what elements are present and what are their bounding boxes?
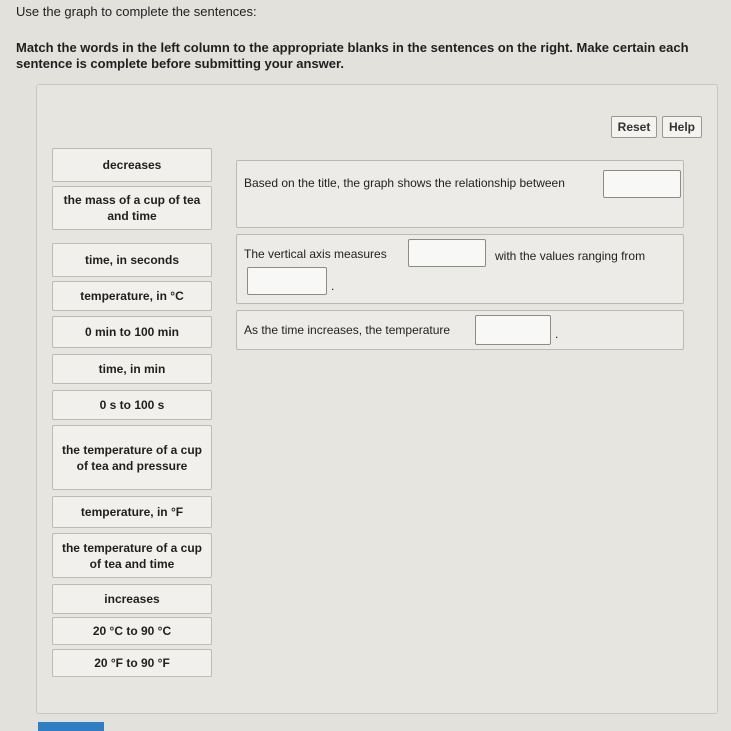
bottom-toolbar-edge [38, 722, 104, 731]
choice-temperature-and-pressure[interactable]: the temperature of a cup of tea and pressure [52, 425, 212, 490]
sentence-vertical-axis-text-before: The vertical axis measures [244, 247, 387, 261]
help-button[interactable]: Help [662, 116, 702, 138]
choice-increases[interactable]: increases [52, 584, 212, 614]
sentence-vertical-axis [236, 234, 684, 304]
blank-relationship[interactable] [603, 170, 681, 198]
blank-vertical-axis-quantity[interactable] [408, 239, 486, 267]
choice-range-min[interactable]: 0 min to 100 min [52, 316, 212, 348]
choice-temperature-c[interactable]: temperature, in °C [52, 281, 212, 311]
choice-temperature-and-time[interactable]: the temperature of a cup of tea and time [52, 533, 212, 578]
sentence-relationship-text: Based on the title, the graph shows the relationship between [244, 176, 565, 190]
sentence-temperature-trend-period: . [555, 327, 559, 341]
choice-time-seconds[interactable]: time, in seconds [52, 243, 212, 277]
choice-time-min[interactable]: time, in min [52, 354, 212, 384]
blank-vertical-axis-range[interactable] [247, 267, 327, 295]
choice-range-f[interactable]: 20 °F to 90 °F [52, 649, 212, 677]
choice-range-seconds[interactable]: 0 s to 100 s [52, 390, 212, 420]
sentence-vertical-axis-text-after: with the values ranging from [495, 249, 646, 263]
sentence-temperature-trend [236, 310, 684, 350]
choice-temperature-f[interactable]: temperature, in °F [52, 496, 212, 528]
blank-temperature-trend[interactable] [475, 315, 551, 345]
instruction-heading: Use the graph to complete the sentences: [16, 4, 257, 19]
reset-button[interactable]: Reset [611, 116, 657, 138]
sentence-relationship [236, 160, 684, 228]
choice-range-c[interactable]: 20 °C to 90 °C [52, 617, 212, 645]
sentence-vertical-axis-period: . [331, 279, 335, 293]
choice-mass-and-time[interactable]: the mass of a cup of tea and time [52, 186, 212, 230]
instruction-text: Match the words in the left column to the appropriate blanks in the sentences on the right. Make certain each sentence is complete before submitting your answer. [16, 40, 689, 71]
choice-decreases[interactable]: decreases [52, 148, 212, 182]
sentence-temperature-trend-text: As the time increases, the temperature [244, 323, 451, 337]
